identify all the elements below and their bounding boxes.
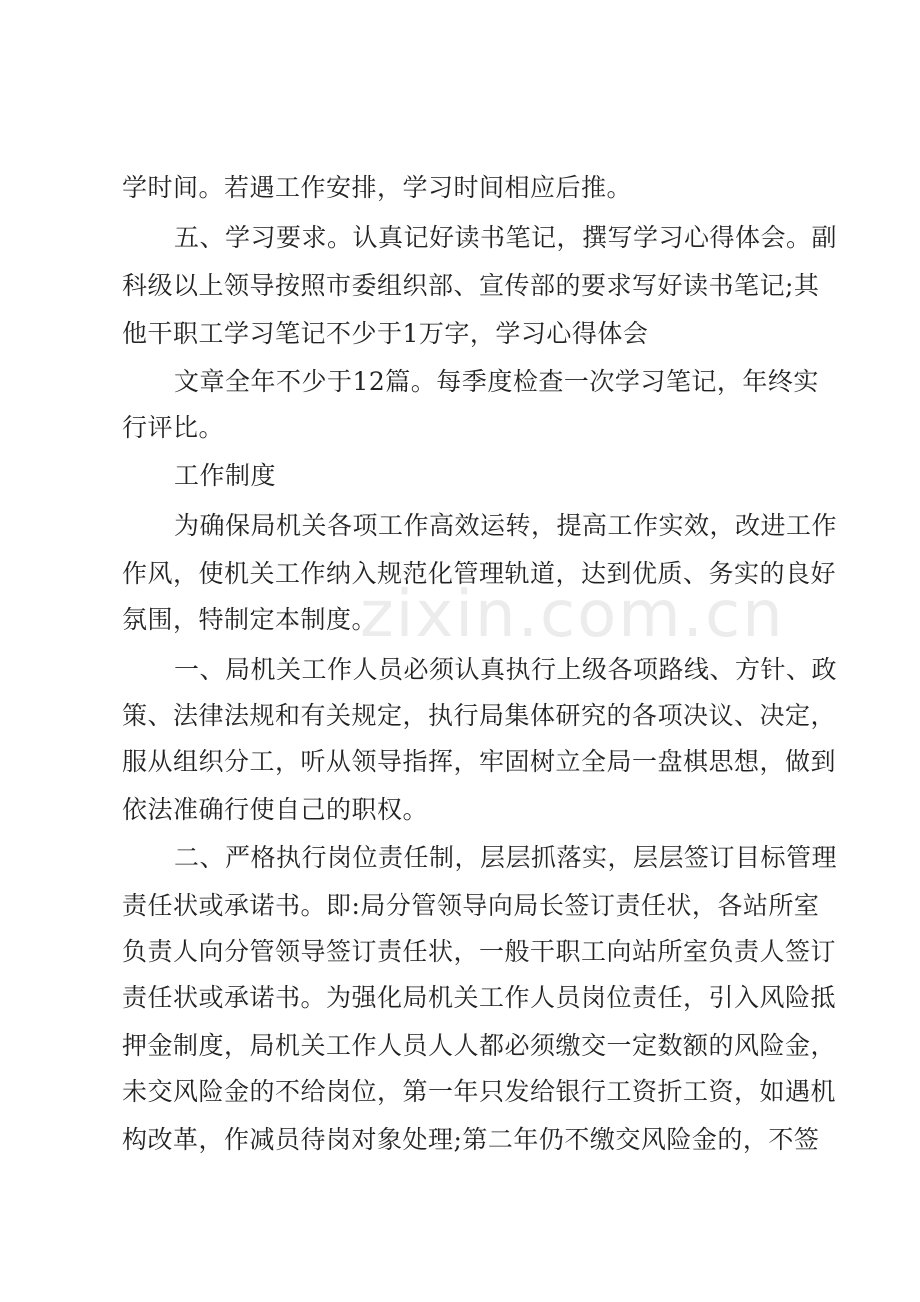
text-line: 策、法律法规和有关规定，执行局集体研究的各项决议、决定，: [122, 701, 837, 730]
text-line: 负责人向分管领导签订责任状，一般干职工向站所室负责人签订: [122, 937, 837, 966]
text-line: 科级以上领导按照市委组织部、宣传部的要求写好读书笔记;其: [122, 271, 820, 300]
text-line: 五、学习要求。认真记好读书笔记，撰写学习心得体会。副: [174, 223, 838, 252]
text-line: 未交风险金的不给岗位，第一年只发给银行工资折工资，如遇机: [122, 1077, 837, 1106]
text-line: 服从组织分工，听从领导指挥，牢固树立全局一盘棋思想，做到: [122, 747, 837, 776]
text-line: 责任状或承诺书。为强化局机关工作人员岗位责任，引入风险抵: [122, 983, 837, 1012]
text-line: 作风，使机关工作纳入规范化管理轨道，达到优质、务实的良好: [122, 559, 837, 588]
text-line: 责任状或承诺书。即:局分管领导向局长签订责任状，各站所室: [122, 891, 820, 920]
text-line: 依法准确行使自己的职权。: [122, 795, 429, 824]
text-line: 一、局机关工作人员必须认真执行上级各项路线、方针、政: [174, 655, 838, 684]
text-line: 押金制度，局机关工作人员人人都必须缴交一定数额的风险金，: [122, 1031, 837, 1060]
text-line: 文章全年不少于12篇。每季度检查一次学习笔记，年终实: [174, 367, 819, 396]
text-line: 二、严格执行岗位责任制，层层抓落实，层层签订目标管理: [174, 843, 838, 872]
text-line: 氛围，特制定本制度。: [122, 605, 378, 634]
watermark: zixin.com.cn: [360, 578, 785, 652]
text-line: 学时间。若遇工作安排，学习时间相应后推。: [122, 173, 633, 202]
text-line: 他干职工学习笔记不少于1万字，学习心得体会: [122, 319, 649, 348]
text-line: 为确保局机关各项工作高效运转，提高工作实效，改进工作: [174, 511, 838, 540]
section-heading: 工作制度: [174, 461, 277, 490]
text-line: 行评比。: [122, 413, 225, 442]
text-line: 构改革，作减员待岗对象处理;第二年仍不缴交风险金的，不签: [122, 1125, 820, 1154]
